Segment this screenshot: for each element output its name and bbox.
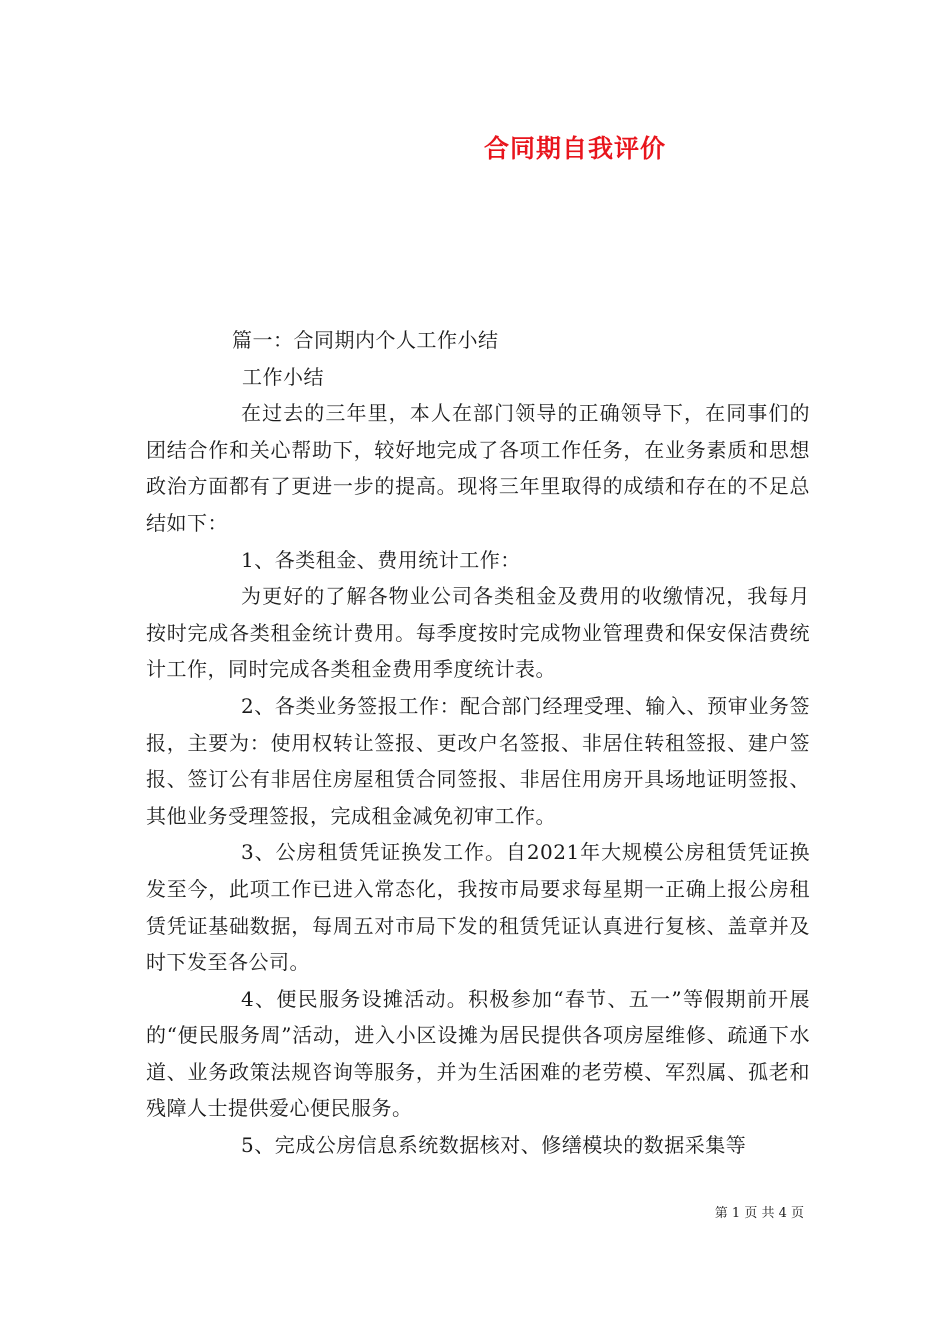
item-3: 3、公房租赁凭证换发工作。自2021年大规模公房租赁凭证换发至今，此项工作已进入常态化，我按市局要求每星期一正确上报公房租赁凭证基础数据，每周五对市局下发的租赁凭证认真进行复核、盖章并及时下发至各公司。 (146, 840, 810, 975)
item-1-body: 为更好的了解各物业公司各类租金及费用的收缴情况，我每月按时完成各类租金统计费用。每季度按时完成物业管理费和保安保洁费统计工作，同时完成各类租金费用季度统计表。 (146, 584, 810, 682)
document-body (146, 322, 810, 1164)
item-1-heading: 1、各类租金、费用统计工作： (241, 547, 521, 572)
page-number: 第 1 页 共 4 页 (714, 1206, 804, 1221)
section-heading: 篇一：合同期内个人工作小结 (232, 328, 499, 352)
paragraph-intro: 在过去的三年里，本人在部门领导的正确领导下，在同事们的团结合作和关心帮助下，较好地完成了各项工作任务，在业务素质和思想政治方面都有了更进一步的提高。现将三年里取得的成绩和存在的不足总结如下： (146, 401, 810, 535)
item-4: 4、便民服务设摊活动。积极参加“春节、五一”等假期前开展的“便民服务周”活动，进入小区设摊为居民提供各项房屋维修、疏通下水道、业务政策法规咨询等服务，并为生活困难的老劳模、军烈属、孤老和残障人士提供爱心便民服务。 (146, 986, 810, 1121)
item-5: 5、完成公房信息系统数据核对、修缮模块的数据采集等 (241, 1133, 747, 1158)
item-2: 2、各类业务签报工作：配合部门经理受理、输入、预审业务签报，主要为：使用权转让签报、更改户名签报、非居住转租签报、建户签报、签订公有非居住房屋租赁合同签报、非居住用房开具场地证明签报、其他业务受理签报，完成租金减免初审工作。 (146, 693, 810, 828)
subheading: 工作小结 (242, 364, 324, 389)
document-title: 合同期自我评价 (483, 134, 666, 163)
